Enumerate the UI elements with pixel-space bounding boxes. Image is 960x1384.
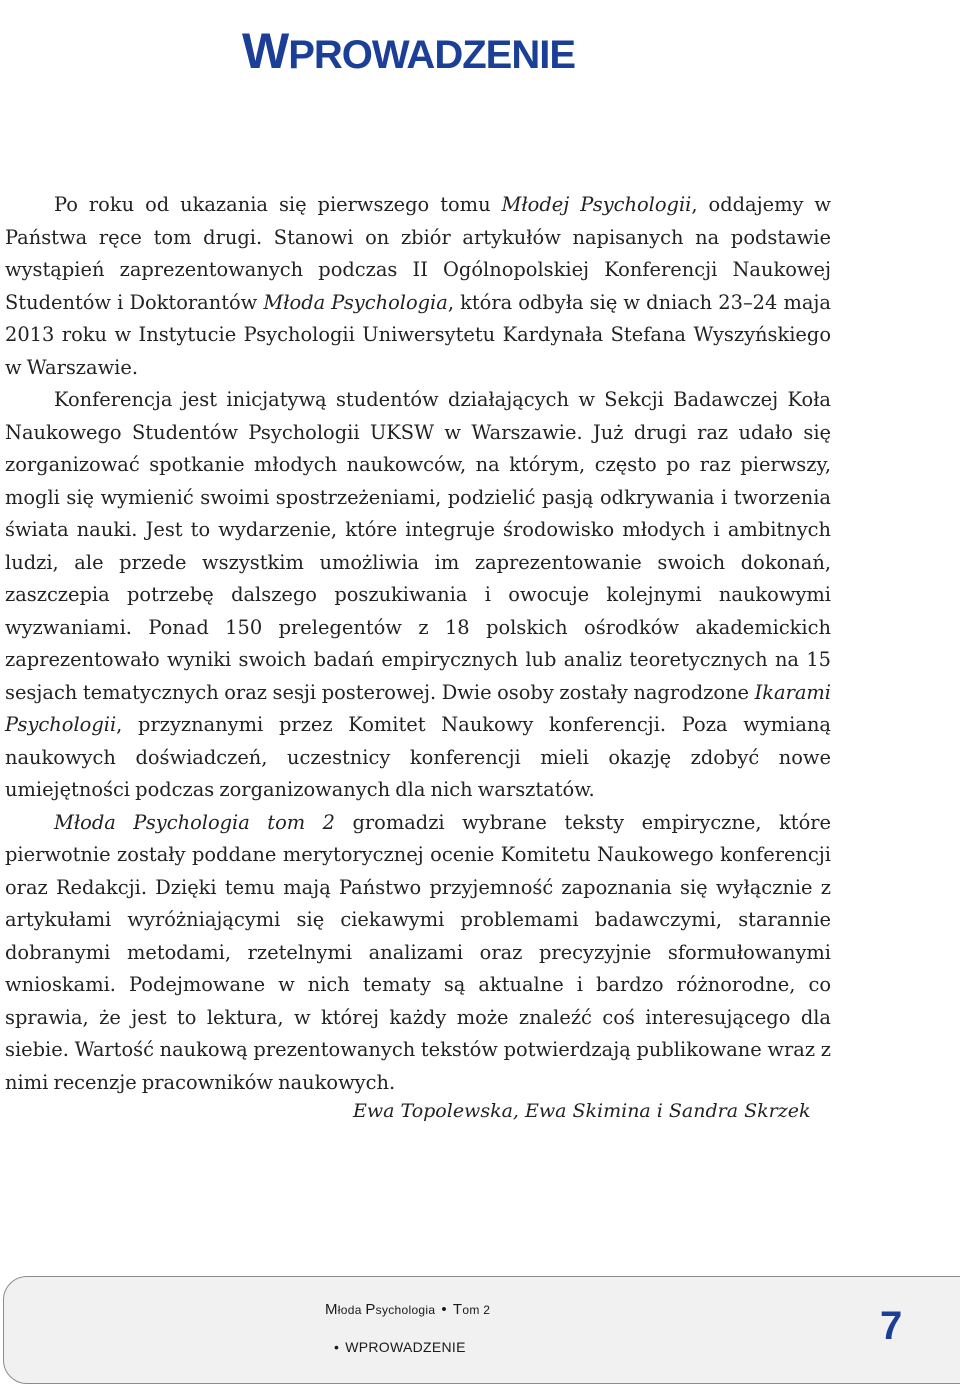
chapter-heading-initial: W [242, 23, 289, 80]
text-run: Po roku od ukazania się pierwszego tomu [54, 193, 502, 216]
chapter-heading-rest: PROWADZENIE [288, 33, 575, 78]
text-run: , przyznanymi przez Komitet Naukowy konferencji. Poza wymianą naukowych doświadczeń, uczestnicy konferencji mieli okazję zdobyć nowe umiejętności podczas zorganizowanych dla nich warsztatów. [5, 713, 831, 801]
text-run: , oddajemy w Państwa ręce tom drugi. Stanowi on zbiór artykułów napisanych na podstawie wystąpień zaprezentowanych podczas II Ogólnopolskiej Konferencji Naukowej Studentów i Doktorantów [5, 193, 831, 314]
volume-label: om 2 [462, 1303, 491, 1317]
bullet-separator: • [441, 1301, 447, 1318]
running-chapter [334, 1339, 466, 1355]
volume-initial: T [452, 1301, 463, 1318]
book-title-initial: P [365, 1301, 376, 1318]
paragraph-1 [5, 189, 831, 384]
book-title-part: sychologia [375, 1303, 436, 1317]
footer-band [3, 1276, 960, 1384]
body-text [5, 189, 831, 1099]
authors-signature: Ewa Topolewska, Ewa Skimina i Sandra Skrzek [353, 1100, 811, 1122]
text-run: , która odbyła się w dniach 23–24 maja 2013 roku w Instytucie Psychologii Uniwersytetu Kardynała Stefana Wyszyńskiego w Warszawie. [5, 290, 831, 379]
italic-title: Młodej Psychologii [501, 193, 692, 216]
running-title [325, 1301, 490, 1318]
page-number: 7 [880, 1304, 903, 1348]
text-run: gromadzi wybrane teksty empiryczne, które pierwotnie zostały poddane merytorycznej ocenie Komitetu Naukowego konferencji oraz Redakcji. Dzięki temu mają Państwo przyjemność zapoznania się wyłącznie z artykułami wyróżniającymi się ciekawymi problemami badawczymi, starannie dobranymi metodami, rzetelnymi analizami oraz precyzyjnie sformułowanymi wnioskami. Podejmowane w nich tematy są aktualne i bardzo różnorodne, co sprawia, że jest to lektura, w której każdy może znaleźć coś interesującego dla siebie. Wartość naukową prezentowanych tekstów potwierdzają publikowane wraz z nimi recenzje pracowników naukowych. [5, 810, 831, 1094]
chapter-heading [242, 21, 942, 81]
text-run: Konferencja jest inicjatywą studentów działających w Sekcji Badawczej Koła Naukowego Studentów Psychologii UKSW w Warszawie. Już drugi raz udało się zorganizować spotkanie młodych naukowców, na którym, często po raz pierwszy, mogli się wymienić swoimi spostrzeżeniami, podzielić pasją odkrywania i tworzenia świata nauki. Jest to wydarzenie, które integruje środowisko młodych i ambitnych ludzi, ale przede wszystkim umożliwia im zaprezentowanie swoich dokonań, zaszczepia potrzebę dalszego poszukiwania i owocuje kolejnymi naukowymi wyzwaniami. Ponad 150 prelegentów z 18 polskich ośrodków akademickich zaprezentowało wyniki swoich badań empirycznych lub analiz teoretycznych na 15 sesjach tematycznych oraz sesji posterowej. Dwie osoby zostały nagrodzone [5, 388, 831, 704]
bullet-separator: • [334, 1339, 340, 1355]
italic-title: Młoda Psychologia [263, 290, 448, 314]
book-title-initial: M [325, 1301, 338, 1318]
paragraph-3 [5, 807, 831, 1100]
book-title-part: łoda [337, 1303, 366, 1317]
italic-title: Ikarami Psychologii [5, 680, 831, 736]
italic-title: Młoda Psychologia tom 2 [54, 810, 335, 834]
paragraph-2 [5, 384, 831, 807]
running-chapter-title: WPROWADZENIE [345, 1339, 466, 1355]
